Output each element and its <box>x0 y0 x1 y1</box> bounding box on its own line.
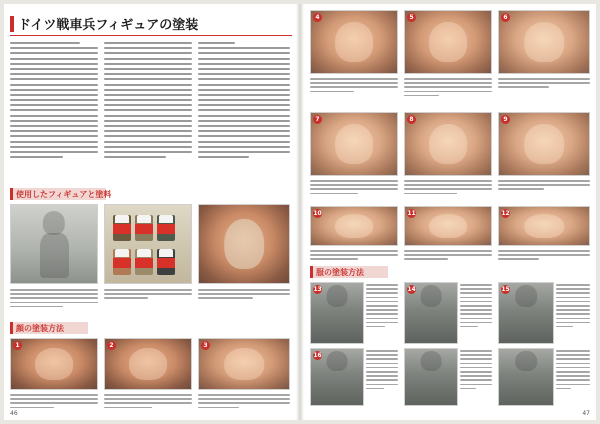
page-number-left: 46 <box>10 410 18 417</box>
photo-face-step-11 <box>404 206 492 246</box>
photo-figure-unpainted <box>10 204 98 284</box>
intro-text-column-1 <box>10 42 98 161</box>
photo-clothes-step-3 <box>498 282 554 344</box>
photo-face-step-8 <box>404 112 492 176</box>
step-number-badge: 4 <box>313 13 322 22</box>
caption-face-step-1 <box>10 394 98 411</box>
step-number-badge: 3 <box>201 341 210 350</box>
photo-paint-bottles <box>104 204 192 284</box>
section-header-used-figures <box>10 188 112 200</box>
step-number-badge: 14 <box>407 286 416 293</box>
step-number-badge: 8 <box>407 115 416 124</box>
caption-clothes-step-3 <box>556 284 590 330</box>
caption-clothes-step-1 <box>366 284 398 330</box>
caption-clothes-step-2 <box>460 284 492 330</box>
photo-face-step-7 <box>310 112 398 176</box>
step-number-badge: 2 <box>107 341 116 350</box>
intro-text-column-3 <box>198 42 290 161</box>
photo-clothes-step-4 <box>310 348 364 406</box>
photo-face-step-4 <box>310 10 398 74</box>
paint-bottle-icon <box>113 249 131 275</box>
caption-face-step-11 <box>404 250 492 263</box>
caption-paints <box>104 289 192 302</box>
binding-gutter <box>296 4 304 420</box>
paint-bottle-icon <box>135 249 153 275</box>
photo-clothes-step-2 <box>404 282 458 344</box>
paint-bottle-icon <box>157 249 175 275</box>
section-title-face-painting: 顔の塗装方法 <box>16 324 64 333</box>
photo-face-step-1 <box>10 338 98 390</box>
right-page <box>304 4 596 420</box>
caption-face-step-4 <box>310 78 398 95</box>
section-header-clothes-painting <box>310 266 388 278</box>
photo-face-step-12 <box>498 206 590 246</box>
article-title-block <box>10 14 292 36</box>
title-accent-bar <box>10 16 14 32</box>
section-header-face-painting <box>10 322 88 334</box>
paint-bottle-icon <box>113 215 131 241</box>
step-number-badge: 16 <box>313 352 322 359</box>
caption-primer <box>198 289 290 302</box>
photo-face-step-6 <box>498 10 590 74</box>
caption-face-step-3 <box>198 394 290 411</box>
step-number-badge: 15 <box>501 286 510 293</box>
section-title-used-figures: 使用したフィギュアと塗料 <box>16 190 112 199</box>
left-page <box>4 4 296 420</box>
title-underline <box>10 35 292 36</box>
step-number-badge: 6 <box>501 13 510 22</box>
step-number-badge: 13 <box>313 286 322 293</box>
caption-clothes-step-6 <box>556 350 590 392</box>
article-title: ドイツ戦車兵フィギュアの塗装 <box>18 18 199 33</box>
caption-clothes-step-5 <box>460 350 492 392</box>
photo-face-step-2 <box>104 338 192 390</box>
caption-face-step-2 <box>104 394 192 411</box>
step-number-badge: 11 <box>407 210 416 217</box>
photo-face-step-10 <box>310 206 398 246</box>
photo-figure-primed <box>198 204 290 284</box>
caption-clothes-step-4 <box>366 350 398 392</box>
section-title-clothes-painting: 服の塗装方法 <box>316 268 364 277</box>
photo-clothes-step-5 <box>404 348 458 406</box>
step-number-badge: 7 <box>313 115 322 124</box>
caption-face-step-6 <box>498 78 590 91</box>
caption-face-step-10 <box>310 250 398 263</box>
caption-face-step-5 <box>404 78 492 99</box>
paint-bottle-icon <box>157 215 175 241</box>
photo-face-step-5 <box>404 10 492 74</box>
photo-face-step-3 <box>198 338 290 390</box>
caption-face-step-9 <box>498 180 590 193</box>
caption-face-step-12 <box>498 250 590 263</box>
page-number-right: 47 <box>582 410 590 417</box>
step-number-badge: 9 <box>501 115 510 124</box>
paint-bottle-icon <box>135 215 153 241</box>
caption-face-step-7 <box>310 180 398 197</box>
step-number-badge: 5 <box>407 13 416 22</box>
caption-face-step-8 <box>404 180 492 197</box>
photo-face-step-9 <box>498 112 590 176</box>
step-number-badge: 10 <box>313 210 322 217</box>
caption-figure <box>10 289 98 310</box>
step-number-badge: 1 <box>13 341 22 350</box>
photo-clothes-step-1 <box>310 282 364 344</box>
photo-clothes-step-6 <box>498 348 554 406</box>
intro-text-column-2 <box>104 42 192 161</box>
step-number-badge: 12 <box>501 210 510 217</box>
